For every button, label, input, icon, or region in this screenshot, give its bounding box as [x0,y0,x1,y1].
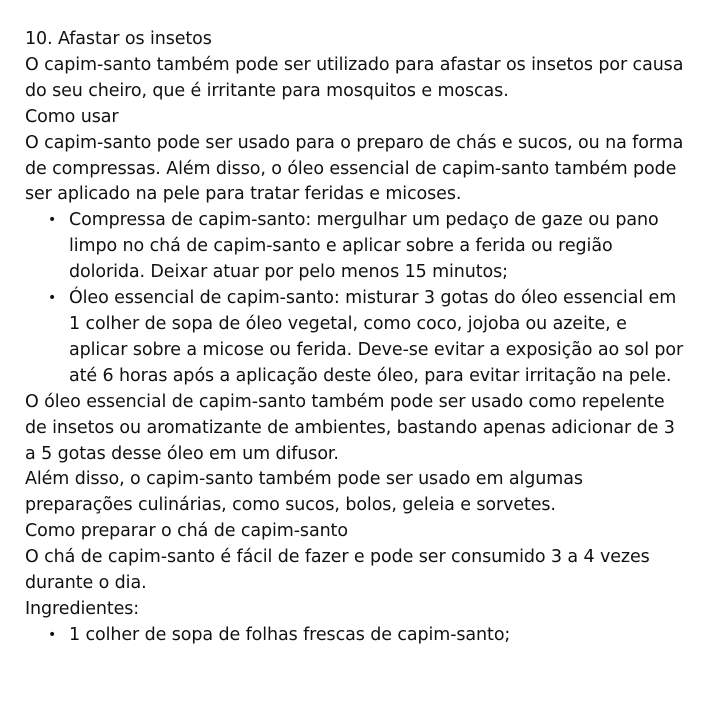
ingredients-heading: Ingredientes: [25,598,140,619]
list-item-text: 1 colher de sopa de folhas frescas de capim-santo; [69,624,511,645]
section-heading: Como preparar o chá de capim-santo [25,521,348,542]
bullet-icon: • [48,212,57,229]
list-item [48,286,685,390]
article-body [25,27,685,649]
paragraph: O óleo essencial de capim-santo também pode ser usado como repelente de insetos ou aromatizante de ambientes, bastando apenas adicionar de 3 a 5 gotas desse óleo em um difusor. [25,391,675,464]
list-item-text: Óleo essencial de capim-santo: misturar 3 gotas do óleo essencial em 1 colher de sopa de óleo vegetal, como coco, jojoba ou azeite, e aplicar sobre a micose ou ferida. Deve-se evitar a exposição ao sol por até 6 horas após a aplicação deste óleo, para evitar irritação na pele. [69,288,684,386]
usage-list [25,208,685,389]
section-heading: 10. Afastar os insetos [25,29,212,49]
paragraph: O capim-santo também pode ser utilizado para afastar os insetos por causa do seu cheiro, que é irritante para mosquitos e moscas. [25,54,684,101]
bullet-icon: • [48,290,57,307]
paragraph: O chá de capim-santo é fácil de fazer e pode ser consumido 3 a 4 vezes durante o dia. [25,547,650,594]
list-item-text: Compressa de capim-santo: mergulhar um pedaço de gaze ou pano limpo no chá de capim-santo e aplicar sobre a ferida ou região dolorida. Deixar atuar por pelo menos 15 minutos; [69,210,659,283]
bullet-icon: • [48,626,57,643]
paragraph: O capim-santo pode ser usado para o preparo de chás e sucos, ou na forma de compressas. Além disso, o óleo essencial de capim-santo também pode ser aplicado na pele para tratar feridas e micoses. [25,132,684,205]
list-item [48,208,685,286]
ingredients-list [25,623,685,649]
paragraph: Além disso, o capim-santo também pode ser usado em algumas preparações culinárias, como sucos, bolos, geleia e sorvetes. [25,469,583,516]
list-item [48,623,685,649]
section-heading: Como usar [25,106,119,127]
